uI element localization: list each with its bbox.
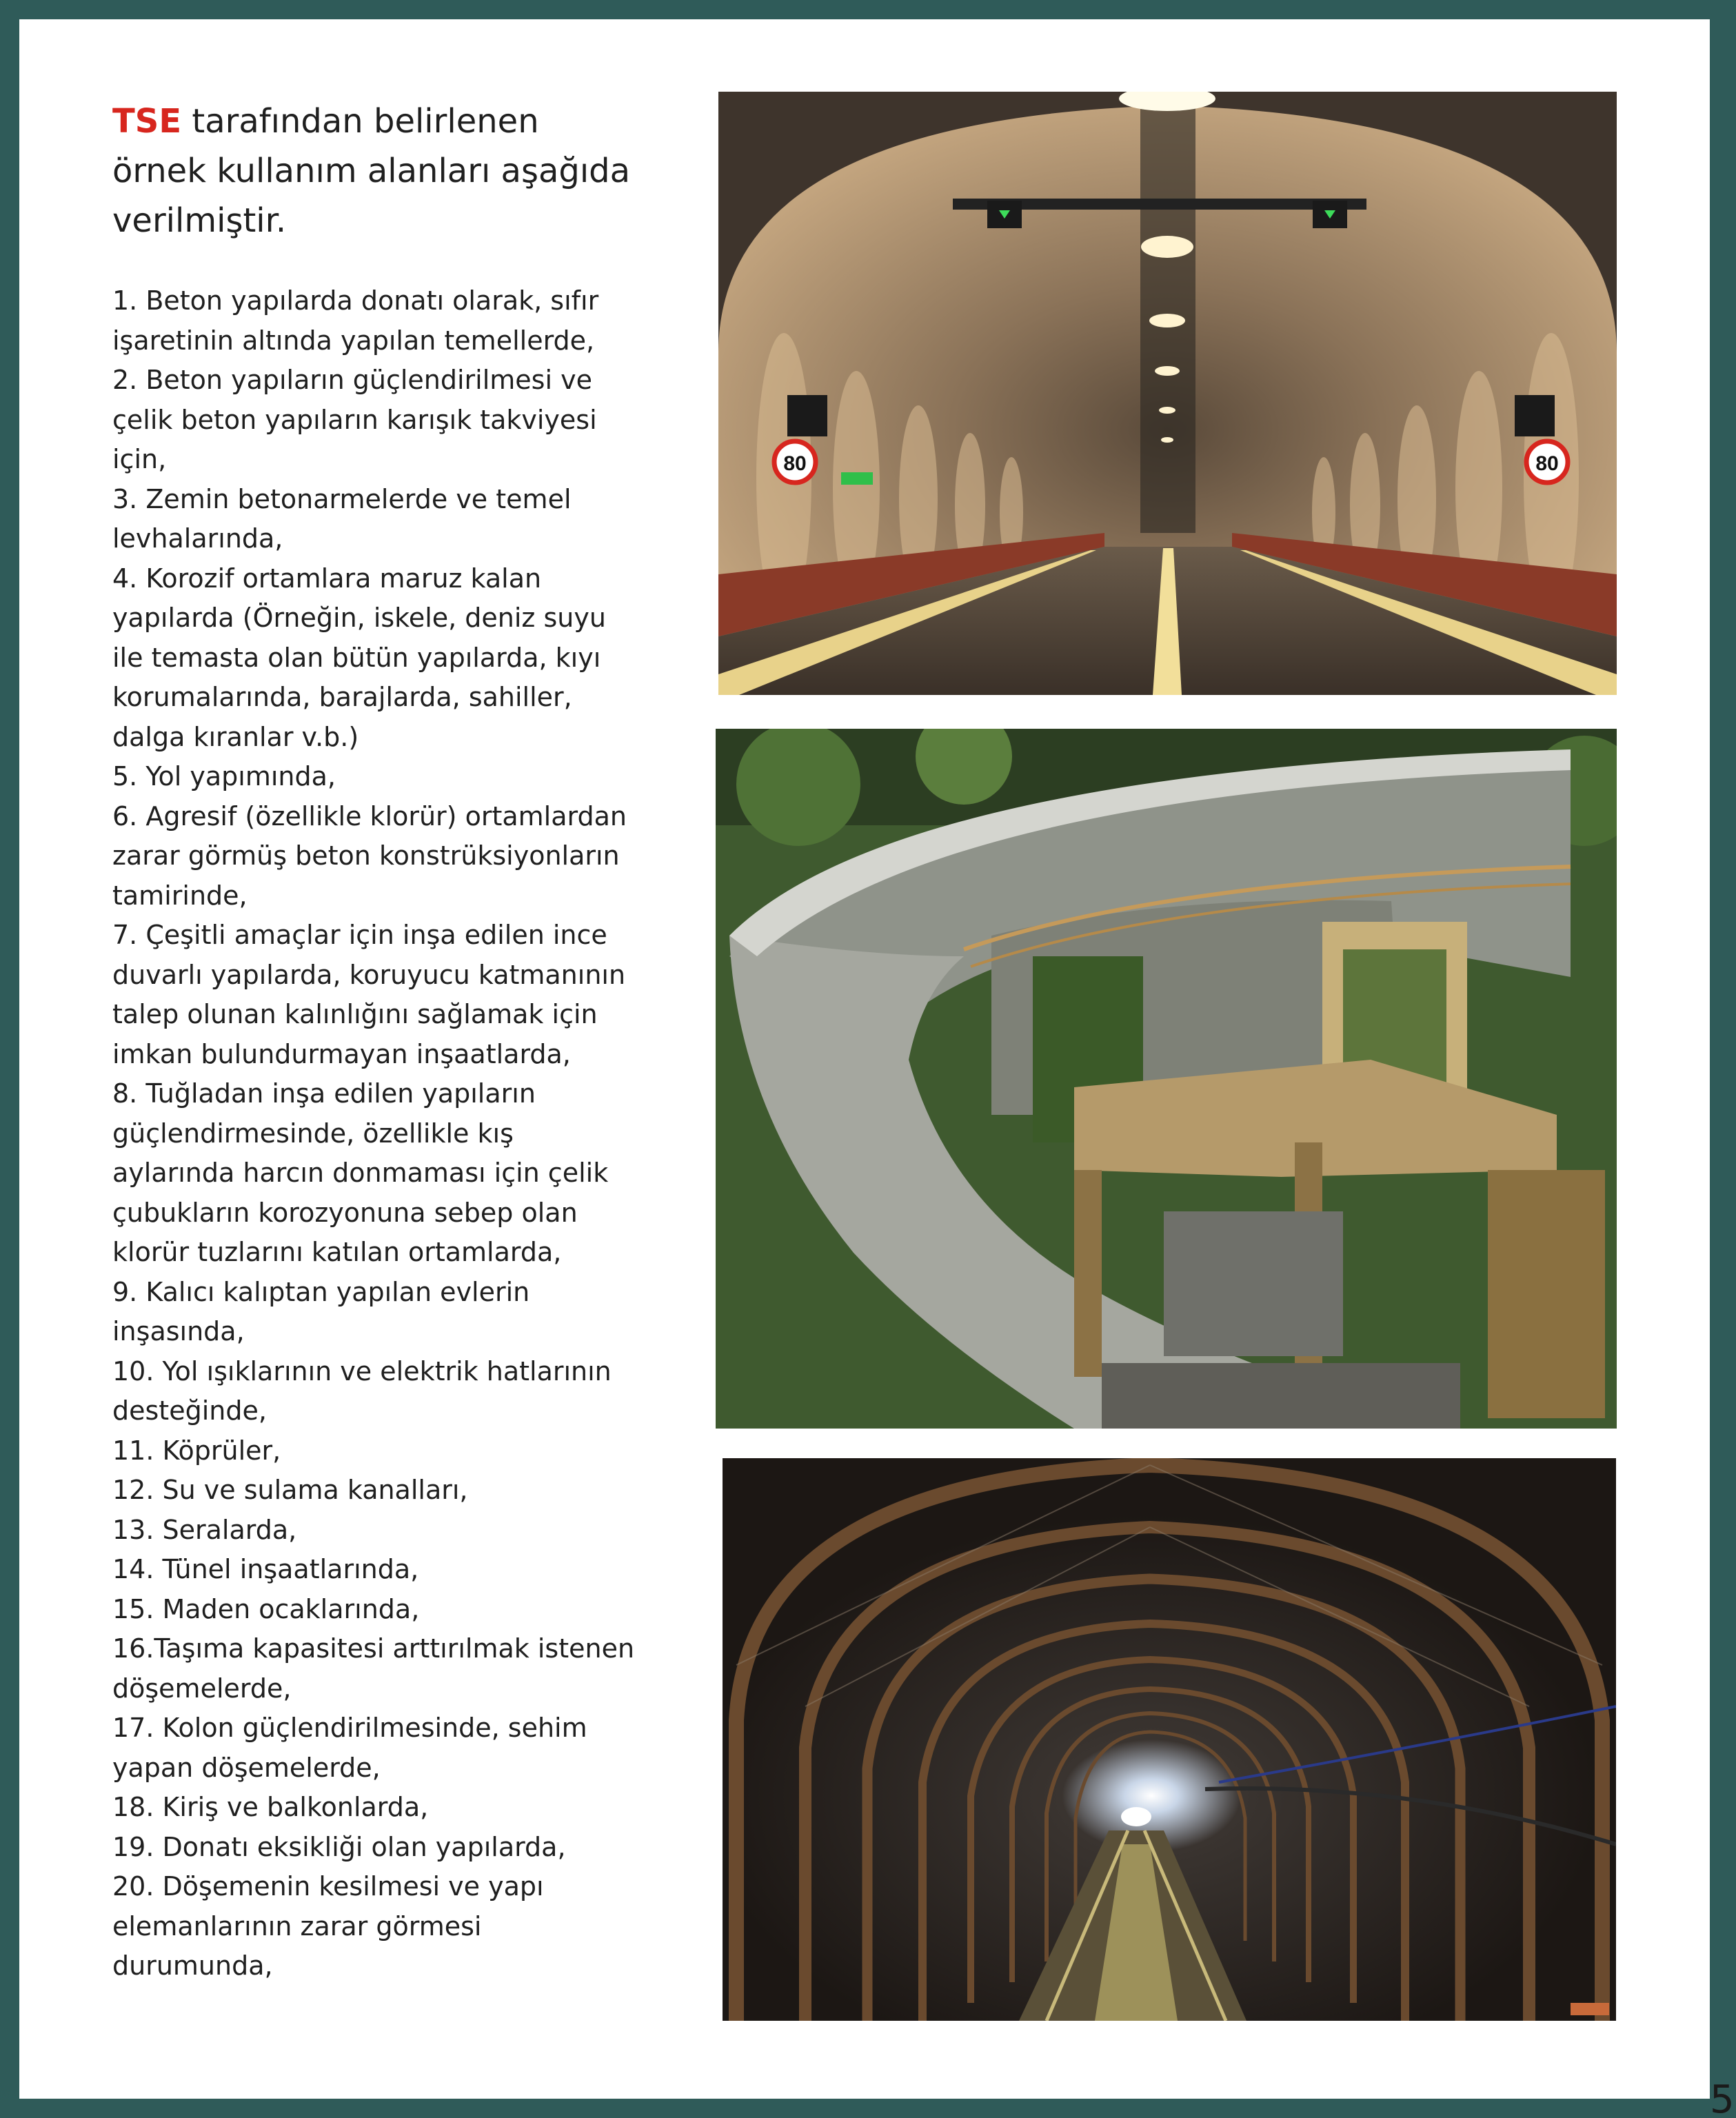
page-number: 5	[1710, 2082, 1735, 2118]
list-item: 4. Korozif ortamlara maruz kalan yapılarda (Örneğin, iskele, deniz suyu ile temasta olan bütün yapılarda, kıyı korumalarında, barajlarda, sahiller, dalga kıranlar v.b.)	[112, 563, 606, 752]
list-item: 20. Döşemenin kesilmesi ve yapı elemanlarının zarar görmesi durumunda,	[112, 1871, 544, 1981]
list-item: 9. Kalıcı kalıptan yapılan evlerin inşasında,	[112, 1276, 530, 1347]
list-item: 1. Beton yapılarda donatı olarak, sıfır işaretinin altında yapılan temellerde,	[112, 285, 599, 356]
photo-road-tunnel	[718, 92, 1617, 695]
list-item: 5. Yol yapımında,	[112, 761, 336, 791]
list-item: 2. Beton yapıların güçlendirilmesi ve çelik beton yapıların karışık takviyesi için,	[112, 365, 597, 474]
list-item: 13. Seralarda,	[112, 1514, 297, 1545]
list-item: 6. Agresif (özellikle klorür) ortamlardan zarar görmüş beton konstrüksiyonların tamirinde,	[112, 800, 627, 911]
usage-list	[112, 281, 636, 1986]
page-frame-left	[0, 0, 19, 2118]
intro-heading	[112, 97, 636, 245]
list-item: 8. Tuğladan inşa edilen yapıların güçlendirmesinde, özellikle kış aylarında harcın donmaması için çelik çubukların korozyonuna sebep olan klorür tuzlarını katılan ortamlarda,	[112, 1078, 609, 1267]
list-item: 7. Çeşitli amaçlar için inşa edilen ince duvarlı yapılarda, koruyucu katmanının talep olunan kalınlığını sağlamak için imkan bulundurmayan inşaatlarda,	[112, 920, 626, 1069]
list-item: 17. Kolon güçlendirilmesinde, sehim yapan döşemelerde,	[112, 1713, 587, 1783]
speed-sign-right: 80	[1535, 452, 1559, 475]
list-item: 10. Yol ışıklarının ve elektrik hatlarının desteğinde,	[112, 1355, 612, 1426]
list-item: 15. Maden ocaklarında,	[112, 1593, 420, 1624]
page-frame-right	[1710, 0, 1736, 2118]
list-item: 14. Tünel inşaatlarında,	[112, 1554, 419, 1584]
speed-sign-left: 80	[783, 452, 807, 475]
list-item: 18. Kiriş ve balkonlarda,	[112, 1792, 429, 1822]
brand-tse: TSE	[112, 102, 182, 141]
list-item: 12. Su ve sulama kanalları,	[112, 1475, 468, 1505]
page-frame-bottom	[0, 2099, 1736, 2118]
photo-curved-concrete-wall	[716, 729, 1617, 1429]
intro-text: tarafından belirlenen örnek kullanım alanları aşağıda verilmiştir.	[112, 102, 631, 240]
list-item: 3. Zemin betonarmelerde ve temel levhalarında,	[112, 483, 572, 554]
list-item: 19. Donatı eksikliği olan yapılarda,	[112, 1831, 566, 1862]
list-item: 16.Taşıma kapasitesi arttırılmak istenen döşemelerde,	[112, 1633, 635, 1704]
photo-mine-tunnel	[723, 1458, 1616, 2021]
list-item: 11. Köprüler,	[112, 1435, 281, 1466]
page-frame-top	[0, 0, 1736, 19]
